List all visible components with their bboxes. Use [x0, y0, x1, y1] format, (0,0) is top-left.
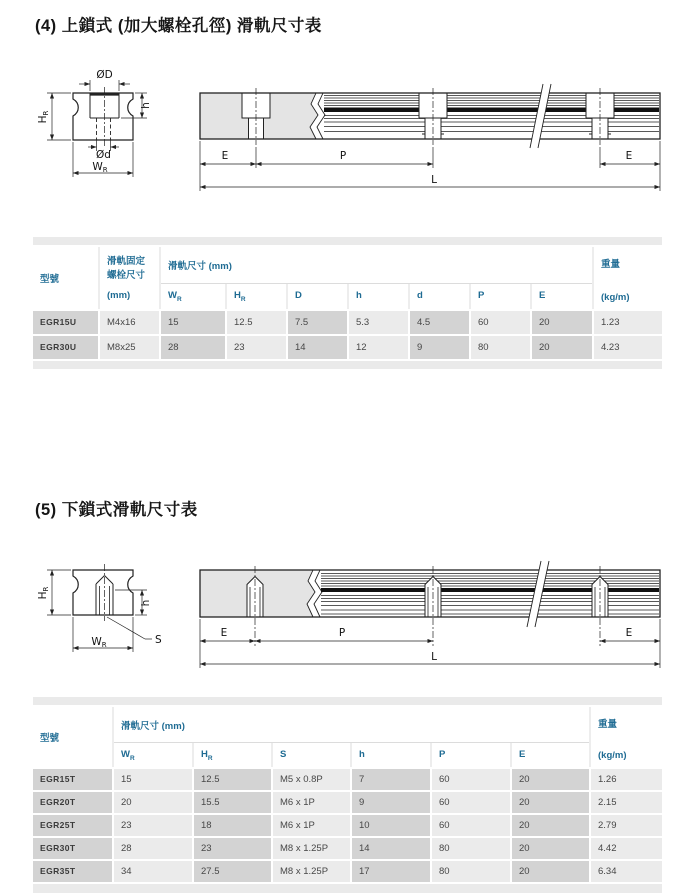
table-cell: 18 — [194, 815, 271, 836]
weight-cell: 1.26 — [591, 769, 662, 790]
dim-label-P: P — [338, 627, 346, 639]
dim-label-h: h — [140, 599, 152, 607]
table-cell: 20 — [532, 336, 592, 359]
dim-label-L: L — [431, 174, 437, 186]
dim-label-E-right: E — [625, 150, 633, 162]
table-header — [33, 707, 662, 767]
section4-table — [33, 237, 662, 369]
dim-label-OD: ØD — [96, 69, 113, 81]
table-cell: M4x16 — [100, 311, 159, 334]
dim-label-E-right: E — [625, 627, 633, 639]
section5-diagram — [0, 540, 691, 680]
col-header-weight: 重量 (kg/m) — [598, 719, 627, 761]
table-cell: 20 — [512, 769, 589, 790]
group-title: 滑軌尺寸 (mm) — [161, 247, 592, 284]
col-header-HR: $H_R$ — [194, 743, 273, 767]
table-cell: 12.5 — [227, 311, 286, 334]
col-header-WR: $W_R$ — [161, 284, 227, 309]
table-cell: 28 — [114, 838, 192, 859]
table-cell: 80 — [432, 838, 510, 859]
table-cell: M6 x 1P — [273, 792, 350, 813]
table-cell: 17 — [352, 861, 430, 882]
dim-label-S: S — [155, 634, 162, 646]
table-cell: 10 — [352, 815, 430, 836]
table-cell: 28 — [161, 336, 225, 359]
table-cell: 5.3 — [349, 311, 408, 334]
table-bottom-strip — [33, 361, 662, 369]
sub-header-row — [161, 284, 592, 309]
table-cell: 7.5 — [288, 311, 347, 334]
table-cell: 20 — [512, 815, 589, 836]
table-cell: 20 — [512, 861, 589, 882]
col-header-h: h — [349, 284, 410, 309]
table-cell: M6 x 1P — [273, 815, 350, 836]
table-top-strip — [33, 237, 662, 245]
table-cell: 9 — [410, 336, 469, 359]
dim-label-HR: HR — [37, 586, 50, 600]
dim-label-Od: Ød — [96, 149, 111, 161]
dim-label-HR: HR — [37, 110, 50, 124]
table-cell: 80 — [432, 861, 510, 882]
table-cell: 12 — [349, 336, 408, 359]
col-header-E: E — [539, 290, 546, 302]
col-header-S: S — [273, 743, 352, 767]
col-header-P: P — [471, 284, 532, 309]
model-cell: EGR35T — [33, 861, 112, 882]
model-cell: EGR30U — [33, 336, 98, 359]
table-row — [33, 311, 662, 334]
col-header-bolt: 滑軌固定 螺栓尺寸 (mm) — [100, 247, 161, 309]
table-cell: M8x25 — [100, 336, 159, 359]
rail-side-view-top-locked — [200, 84, 660, 191]
table-cell: 4.5 — [410, 311, 469, 334]
col-header-D: D — [288, 284, 349, 309]
dim-label-E-left: E — [220, 627, 228, 639]
table-cell: M8 x 1.25P — [273, 861, 350, 882]
section4-title: (4) 上鎖式 (加大螺栓孔徑) 滑軌尺寸表 — [35, 17, 322, 35]
table-top-strip — [33, 697, 662, 705]
table-cell: 27.5 — [194, 861, 271, 882]
table-cell: 20 — [114, 792, 192, 813]
table-cell: 15.5 — [194, 792, 271, 813]
group-title: 滑軌尺寸 (mm) — [114, 707, 589, 743]
col-header-E: E — [519, 748, 526, 760]
table-header — [33, 247, 662, 309]
table-cell: 7 — [352, 769, 430, 790]
table-cell: 80 — [471, 336, 530, 359]
table-cell: 60 — [432, 792, 510, 813]
section5-title: (5) 下鎖式滑軌尺寸表 — [35, 501, 198, 519]
table-cell: 23 — [194, 838, 271, 859]
section4-diagram — [0, 55, 691, 205]
col-group-rail-dims — [114, 707, 591, 767]
section5-table — [33, 697, 662, 893]
table-cell: 12.5 — [194, 769, 271, 790]
model-cell: EGR15U — [33, 311, 98, 334]
table-cell: 34 — [114, 861, 192, 882]
table-cell: 20 — [532, 311, 592, 334]
model-cell: EGR15T — [33, 769, 112, 790]
rail-side-view-bottom-locked — [200, 561, 660, 668]
table-cell: 20 — [512, 792, 589, 813]
table-cell: 60 — [432, 815, 510, 836]
table-cell: 23 — [114, 815, 192, 836]
table-cell: 23 — [227, 336, 286, 359]
table-cell: 14 — [352, 838, 430, 859]
model-cell: EGR20T — [33, 792, 112, 813]
table-bottom-strip — [33, 884, 662, 893]
table-row — [33, 861, 662, 882]
weight-cell: 4.23 — [594, 336, 662, 359]
table-cell: 15 — [161, 311, 225, 334]
table-cell: 20 — [512, 838, 589, 859]
dim-label-h: h — [140, 102, 152, 109]
dim-label-WR: WR — [91, 636, 107, 649]
weight-cell: 2.15 — [591, 792, 662, 813]
weight-cell: 1.23 — [594, 311, 662, 334]
col-group-rail-dims — [161, 247, 594, 309]
table-row — [33, 792, 662, 813]
dim-label-L: L — [431, 651, 437, 663]
table-cell: 14 — [288, 336, 347, 359]
table-row — [33, 815, 662, 836]
col-header-model: 型號 — [33, 707, 114, 767]
col-header-WR: $W_R$ — [114, 743, 194, 767]
weight-cell: 2.79 — [591, 815, 662, 836]
col-header-weight: 重量 (kg/m) — [601, 259, 630, 303]
sub-header-row — [114, 743, 589, 767]
table-cell: 60 — [432, 769, 510, 790]
weight-cell: 6.34 — [591, 861, 662, 882]
model-cell: EGR30T — [33, 838, 112, 859]
dim-label-E-left: E — [221, 150, 229, 162]
weight-cell: 4.42 — [591, 838, 662, 859]
table-row — [33, 336, 662, 359]
table-cell: 60 — [471, 311, 530, 334]
table-row — [33, 838, 662, 859]
col-header-d: d — [410, 284, 471, 309]
dim-label-WR: WR — [92, 161, 108, 174]
table-cell: 9 — [352, 792, 430, 813]
col-header-P: P — [432, 743, 512, 767]
col-header-h: h — [352, 743, 432, 767]
table-cell: 15 — [114, 769, 192, 790]
table-row — [33, 769, 662, 790]
col-header-HR: $H_R$ — [227, 284, 288, 309]
table-cell: M8 x 1.25P — [273, 838, 350, 859]
dim-label-P: P — [339, 150, 347, 162]
col-header-model: 型號 — [33, 247, 100, 309]
model-cell: EGR25T — [33, 815, 112, 836]
table-cell: M5 x 0.8P — [273, 769, 350, 790]
